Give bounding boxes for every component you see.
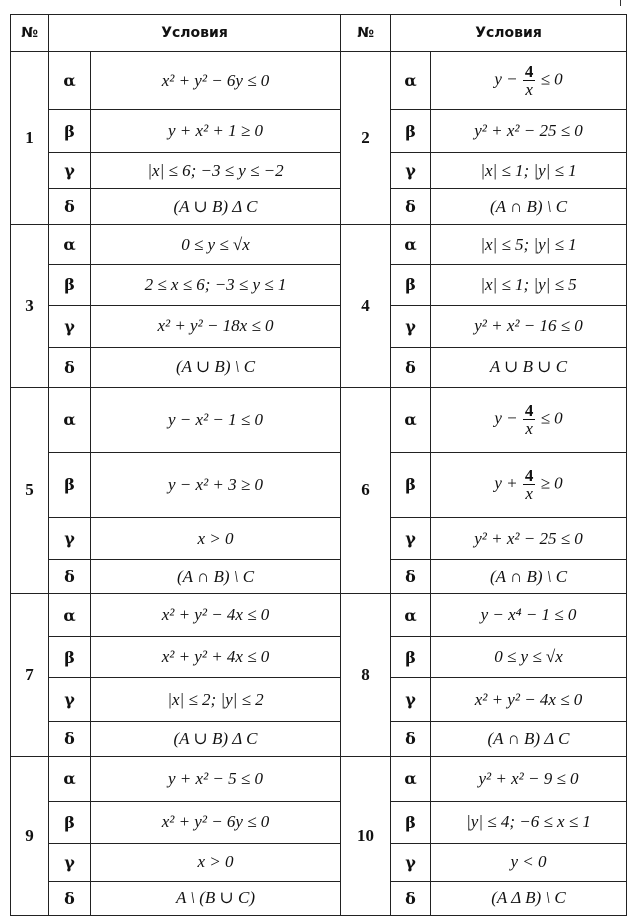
- condition-formula-right: (A ∩ B) \ C: [431, 560, 627, 594]
- condition-formula-left: |x| ≤ 2; |y| ≤ 2: [91, 678, 341, 722]
- condition-formula-left: x² + y² − 6y ≤ 0: [91, 801, 341, 843]
- condition-letter: β: [49, 801, 91, 843]
- condition-letter: δ: [49, 722, 91, 756]
- variant-number-right: 6: [341, 387, 391, 593]
- table-row: [11, 881, 627, 915]
- condition-formula-left: x² + y² − 4x ≤ 0: [91, 594, 341, 637]
- condition-formula-right: y² + x² − 25 ≤ 0: [431, 517, 627, 559]
- condition-letter: α: [49, 52, 91, 110]
- condition-letter: γ: [49, 153, 91, 189]
- condition-formula-left: y − x² + 3 ≥ 0: [91, 452, 341, 517]
- table-row: [11, 225, 627, 265]
- table-row: [11, 843, 627, 881]
- table-row: [11, 153, 627, 189]
- condition-formula-left: (A ∪ B) Δ C: [91, 189, 341, 225]
- condition-formula-right: y² + x² − 9 ≤ 0: [431, 756, 627, 801]
- condition-letter: α: [49, 594, 91, 637]
- table-row: [11, 189, 627, 225]
- condition-letter: α: [391, 756, 431, 801]
- table-row: [11, 347, 627, 387]
- table-row: [11, 722, 627, 756]
- condition-letter: β: [391, 265, 431, 305]
- condition-letter: γ: [391, 305, 431, 347]
- condition-letter: δ: [391, 189, 431, 225]
- condition-formula-left: y + x² + 1 ≥ 0: [91, 110, 341, 153]
- header-row: [11, 15, 627, 52]
- header-num-left: №: [11, 15, 49, 52]
- condition-letter: δ: [49, 189, 91, 225]
- condition-formula-left: (A ∪ B) Δ C: [91, 722, 341, 756]
- variant-number-right: 2: [341, 52, 391, 225]
- table-row: [11, 801, 627, 843]
- table-row: [11, 517, 627, 559]
- condition-letter: α: [49, 756, 91, 801]
- condition-formula-left: (A ∪ B) \ C: [91, 347, 341, 387]
- fraction: $\frac{4}{x}$: [524, 401, 534, 439]
- condition-letter: γ: [391, 843, 431, 881]
- condition-letter: α: [49, 225, 91, 265]
- condition-formula-right: y² + x² − 16 ≤ 0: [431, 305, 627, 347]
- table-row: [11, 594, 627, 637]
- condition-formula-left: 2 ≤ x ≤ 6; −3 ≤ y ≤ 1: [91, 265, 341, 305]
- table-row: [11, 678, 627, 722]
- condition-formula-right: |y| ≤ 4; −6 ≤ x ≤ 1: [431, 801, 627, 843]
- condition-formula-left: |x| ≤ 6; −3 ≤ y ≤ −2: [91, 153, 341, 189]
- condition-formula-left: x > 0: [91, 517, 341, 559]
- condition-letter: γ: [49, 843, 91, 881]
- condition-formula-right: 0 ≤ y ≤ √x: [431, 637, 627, 678]
- condition-formula-right: x² + y² − 4x ≤ 0: [431, 678, 627, 722]
- condition-letter: δ: [391, 881, 431, 915]
- table-row: [11, 387, 627, 452]
- table-row: [11, 637, 627, 678]
- condition-letter: γ: [49, 517, 91, 559]
- condition-letter: δ: [391, 560, 431, 594]
- header-cond-left: Условия: [49, 15, 341, 52]
- condition-letter: α: [391, 52, 431, 110]
- condition-letter: β: [49, 110, 91, 153]
- condition-formula-right: (A ∩ B) Δ C: [431, 722, 627, 756]
- condition-letter: γ: [49, 678, 91, 722]
- condition-letter: δ: [49, 347, 91, 387]
- condition-formula-right: (A ∩ B) \ C: [431, 189, 627, 225]
- condition-formula-right: y − $\frac{4}{x}$ ≤ 0: [431, 387, 627, 452]
- condition-letter: δ: [49, 560, 91, 594]
- condition-formula-left: A \ (B ∪ C): [91, 881, 341, 915]
- condition-formula-left: 0 ≤ y ≤ √x: [91, 225, 341, 265]
- fraction: $\frac{4}{x}$: [524, 466, 534, 504]
- condition-formula-right: |x| ≤ 5; |y| ≤ 1: [431, 225, 627, 265]
- condition-letter: β: [391, 452, 431, 517]
- condition-letter: β: [49, 452, 91, 517]
- condition-letter: δ: [391, 722, 431, 756]
- table-row: [11, 756, 627, 801]
- table-row: [11, 305, 627, 347]
- condition-formula-left: y − x² − 1 ≤ 0: [91, 387, 341, 452]
- variant-number-left: 5: [11, 387, 49, 593]
- condition-formula-right: y − $\frac{4}{x}$ ≤ 0: [431, 52, 627, 110]
- condition-formula-left: (A ∩ B) \ C: [91, 560, 341, 594]
- condition-letter: β: [391, 110, 431, 153]
- condition-letter: γ: [49, 305, 91, 347]
- condition-letter: γ: [391, 517, 431, 559]
- table-row: [11, 560, 627, 594]
- table-row: [11, 452, 627, 517]
- condition-formula-right: y² + x² − 25 ≤ 0: [431, 110, 627, 153]
- condition-letter: α: [391, 594, 431, 637]
- variant-number-right: 8: [341, 594, 391, 756]
- condition-letter: β: [49, 637, 91, 678]
- condition-formula-left: y + x² − 5 ≤ 0: [91, 756, 341, 801]
- condition-formula-right: y − x⁴ − 1 ≤ 0: [431, 594, 627, 637]
- condition-letter: α: [391, 387, 431, 452]
- header-num-right: №: [341, 15, 391, 52]
- condition-letter: α: [49, 387, 91, 452]
- table-row: [11, 52, 627, 110]
- table-row: [11, 110, 627, 153]
- fraction: $\frac{4}{x}$: [524, 62, 534, 100]
- table-row: [11, 265, 627, 305]
- condition-formula-left: x > 0: [91, 843, 341, 881]
- condition-letter: δ: [391, 347, 431, 387]
- variant-number-right: 4: [341, 225, 391, 387]
- condition-letter: γ: [391, 153, 431, 189]
- condition-formula-left: x² + y² + 4x ≤ 0: [91, 637, 341, 678]
- condition-formula-right: y + $\frac{4}{x}$ ≥ 0: [431, 452, 627, 517]
- condition-letter: δ: [49, 881, 91, 915]
- variant-number-left: 9: [11, 756, 49, 915]
- condition-letter: β: [391, 637, 431, 678]
- condition-letter: α: [391, 225, 431, 265]
- condition-formula-right: (A Δ B) \ C: [431, 881, 627, 915]
- corner-mark: [610, 0, 621, 6]
- condition-letter: β: [391, 801, 431, 843]
- variant-number-right: 10: [341, 756, 391, 915]
- condition-letter: β: [49, 265, 91, 305]
- condition-formula-right: |x| ≤ 1; |y| ≤ 1: [431, 153, 627, 189]
- condition-formula-left: x² + y² − 18x ≤ 0: [91, 305, 341, 347]
- condition-formula-right: A ∪ B ∪ C: [431, 347, 627, 387]
- conditions-table: [10, 14, 627, 916]
- condition-formula-right: y < 0: [431, 843, 627, 881]
- header-cond-right: Условия: [391, 15, 627, 52]
- condition-formula-right: |x| ≤ 1; |y| ≤ 5: [431, 265, 627, 305]
- variant-number-left: 3: [11, 225, 49, 387]
- variant-number-left: 7: [11, 594, 49, 756]
- variant-number-left: 1: [11, 52, 49, 225]
- condition-formula-left: x² + y² − 6y ≤ 0: [91, 52, 341, 110]
- condition-letter: γ: [391, 678, 431, 722]
